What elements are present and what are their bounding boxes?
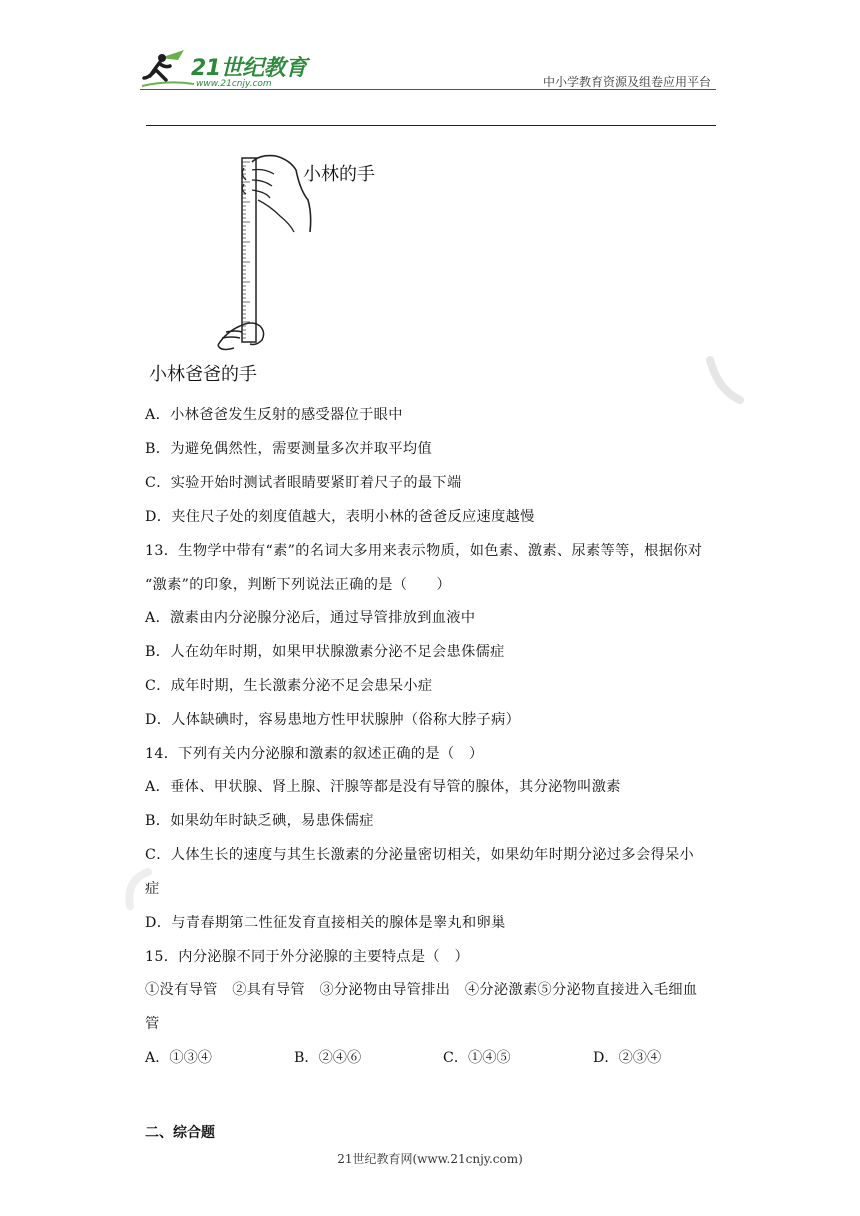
q15-option-d: D．②③④ xyxy=(593,1050,662,1066)
q12-option-b: B．为避免偶然性，需要测量多次并取平均值 xyxy=(145,441,432,457)
watermark-arc-icon xyxy=(118,866,158,916)
q12-option-d: D．夹住尺子处的刻度值越大，表明小林的爸爸反应速度越慢 xyxy=(145,509,535,525)
q14-option-c: C．人体生长的速度与其生长激素的分泌量密切相关，如果幼年时期分泌过多会得呆小 xyxy=(145,847,695,863)
content-divider xyxy=(146,125,716,126)
q15-option-b: B．②④⑥ xyxy=(294,1050,362,1066)
q13-option-d: D．人体缺碘时，容易患地方性甲状腺肿（俗称大脖子病） xyxy=(145,712,521,728)
q13-option-b: B．人在幼年时期，如果甲状腺激素分泌不足会患侏儒症 xyxy=(145,644,505,660)
q12-option-c: C．实验开始时测试者眼睛要紧盯着尺子的最下端 xyxy=(145,475,462,491)
q14-option-d: D．与青春期第二性征发育直接相关的腺体是睾丸和卵巢 xyxy=(145,915,506,931)
q14-option-b: B．如果幼年时缺乏碘，易患侏儒症 xyxy=(145,813,374,829)
q15-stem: 15．内分泌腺不同于外分泌腺的主要特点是（ ） xyxy=(145,949,470,965)
q13-stem-line2: “激素”的印象，判断下列说法正确的是（ ） xyxy=(145,577,451,593)
section-title: 二、综合题 xyxy=(145,1125,215,1141)
logo-text: 21世纪教育 xyxy=(191,56,307,81)
platform-title: 中小学教育资源及组卷应用平台 xyxy=(542,75,711,89)
q15-items-line2: 管 xyxy=(145,1016,160,1032)
runner-logo-icon xyxy=(140,44,196,92)
q15-items-line1: ①没有导管 ②具有导管 ③分泌物由导管排出 ④分泌激素⑤分泌物直接进入毛细血 xyxy=(145,982,698,998)
q13-option-c: C．成年时期，生长激素分泌不足会患呆小症 xyxy=(145,678,433,694)
q14-stem: 14．下列有关内分泌腺和激素的叙述正确的是（ ） xyxy=(145,746,484,762)
header-divider xyxy=(140,89,716,90)
label-bottom-hand: 小林爸爸的手 xyxy=(149,364,257,385)
watermark-mark-icon xyxy=(700,350,750,410)
q15-option-a: A．①③④ xyxy=(145,1050,212,1066)
q15-option-c: C．①④⑤ xyxy=(443,1050,511,1066)
logo-url: www.21cnjy.com xyxy=(196,79,272,89)
q14-option-c-cont: 症 xyxy=(145,881,160,897)
label-top-hand: 小林的手 xyxy=(303,164,375,185)
q13-option-a: A．激素由内分泌腺分泌后，通过导管排放到血液中 xyxy=(145,610,476,626)
page-footer: 21世纪教育网(www.21cnjy.com) xyxy=(337,1152,523,1166)
q14-option-a: A．垂体、甲状腺、肾上腺、汗腺等都是没有导管的腺体，其分泌物叫激素 xyxy=(145,779,621,795)
q13-stem-line1: 13．生物学中带有“素”的名词大多用来表示物质，如色素、激素、尿素等等，根据你对 xyxy=(145,543,703,559)
q12-option-a: A．小林爸爸发生反射的感受器位于眼中 xyxy=(145,407,403,423)
